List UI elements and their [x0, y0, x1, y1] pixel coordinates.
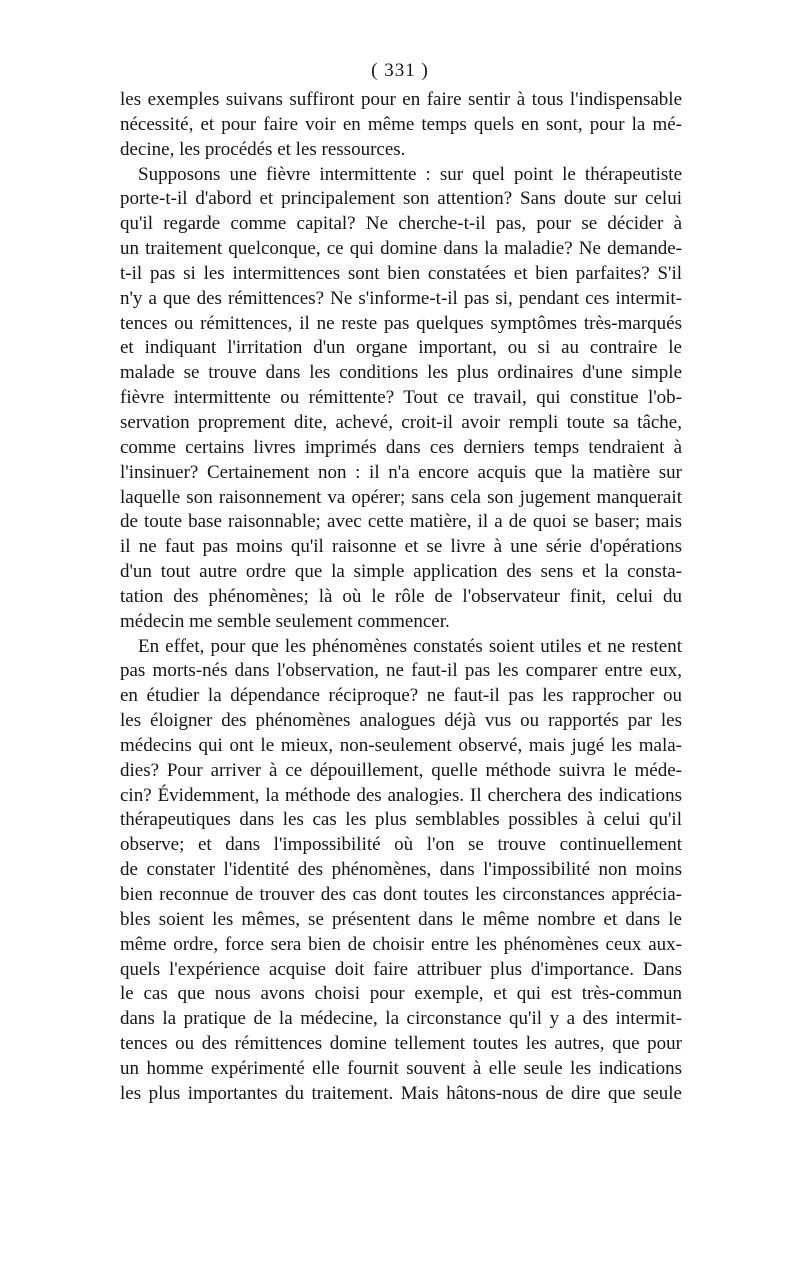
text-line: les plus importantes du traitement. Mais hâtons-nous de dire que seule [120, 1082, 682, 1104]
text-line: observe; et dans l'impossibilité où l'on se trouve continuellement [120, 834, 682, 856]
text-line: porte-t-il d'abord et principalement son attention? Sans doute sur celui [120, 188, 682, 210]
text-line: tences ou des rémittences domine tellement toutes les autres, que pour [120, 1033, 682, 1055]
text-line: cin? Évidemment, la méthode des analogies. Il cherchera des indications [120, 784, 682, 806]
text-line: servation proprement dite, achevé, croit-il avoir rempli toute sa tâche, [120, 411, 682, 433]
text-line: d'un tout autre ordre que la simple application des sens et la consta- [120, 561, 682, 583]
text-line: pas morts-nés dans l'observation, ne faut-il pas les comparer entre eux, [120, 660, 682, 682]
text-line: l'insinuer? Certainement non : il n'a encore acquis que la matière sur [120, 461, 682, 483]
text-line: malade se trouve dans les conditions les plus ordinaires d'une simple [120, 362, 682, 384]
text-line: n'y a que des rémittences? Ne s'informe-t-il pas si, pendant ces intermit- [120, 287, 682, 309]
text-line: comme certains livres imprimés dans ces derniers temps tendraient à [120, 436, 682, 458]
text-line: médecin me semble seulement commencer. [120, 610, 450, 632]
text-line: quels l'expérience acquise doit faire attribuer plus d'importance. Dans [120, 958, 682, 980]
text-line: laquelle son raisonnement va opérer; sans cela son jugement manquerait [120, 486, 682, 508]
text-line: dans la pratique de la médecine, la circonstance qu'il y a des intermit- [120, 1008, 682, 1030]
text-line: dies? Pour arriver à ce dépouillement, quelle méthode suivra le méde- [120, 759, 682, 781]
text-line: fièvre intermittente ou rémittente? Tout ce travail, qui constitue l'ob- [120, 387, 682, 409]
text-line: médecins qui ont le mieux, non-seulement observé, mais jugé les mala- [120, 734, 682, 756]
text-line: un homme expérimenté elle fournit souvent à elle seule les indications [120, 1057, 682, 1079]
text-line: de constater l'identité des phénomènes, dans l'impossibilité non moins [120, 859, 682, 881]
page-number: ( 331 ) [371, 60, 429, 81]
text-line: tation des phénomènes; là où le rôle de l'observateur finit, celui du [120, 585, 682, 607]
text-line: nécessité, et pour faire voir en même temps quels en sont, pour la mé- [120, 113, 682, 135]
text-line: un traitement quelconque, ce qui domine dans la maladie? Ne demande- [120, 238, 682, 260]
body-text [120, 88, 682, 1107]
text-line: même ordre, force sera bien de choisir entre les phénomènes ceux aux- [120, 933, 682, 955]
text-line: en étudier la dépendance réciproque? ne faut-il pas les rapprocher ou [120, 685, 682, 707]
text-line: bien reconnue de trouver des cas dont toutes les circonstances apprécia- [120, 884, 682, 905]
text-line: tences ou rémittences, il ne reste pas quelques symptômes très-marqués [120, 312, 682, 334]
text-line: En effet, pour que les phénomènes constatés soient utiles et ne restent [138, 635, 682, 657]
text-line: les éloigner des phénomènes analogues déjà vus ou rapportés par les [120, 710, 682, 732]
text-line: bles soient les mêmes, se présentent dans le même nombre et dans le [120, 908, 682, 930]
text-line: thérapeutiques dans les cas les plus semblables possibles à celui qu'il [120, 809, 682, 831]
text-line: et indiquant l'irritation d'un organe important, ou si au contraire le [120, 337, 682, 359]
text-line: Supposons une fièvre intermittente : sur quel point le thérapeutiste [138, 163, 682, 185]
text-line: decine, les procédés et les ressources. [120, 138, 406, 160]
text-line: qu'il regarde comme capital? Ne cherche-t-il pas, pour se décider à [120, 213, 682, 235]
text-line: t-il pas si les intermittences sont bien constatées et bien parfaites? S'il [120, 262, 682, 284]
text-line: les exemples suivans suffiront pour en faire sentir à tous l'indispensable [120, 89, 682, 110]
text-line: de toute base raisonnable; avec cette matière, il a de quoi se baser; mais [120, 511, 682, 533]
text-line: le cas que nous avons choisi pour exemple, et qui est très-commun [120, 983, 682, 1005]
text-line: il ne faut pas moins qu'il raisonne et se livre à une série d'opérations [120, 536, 682, 558]
